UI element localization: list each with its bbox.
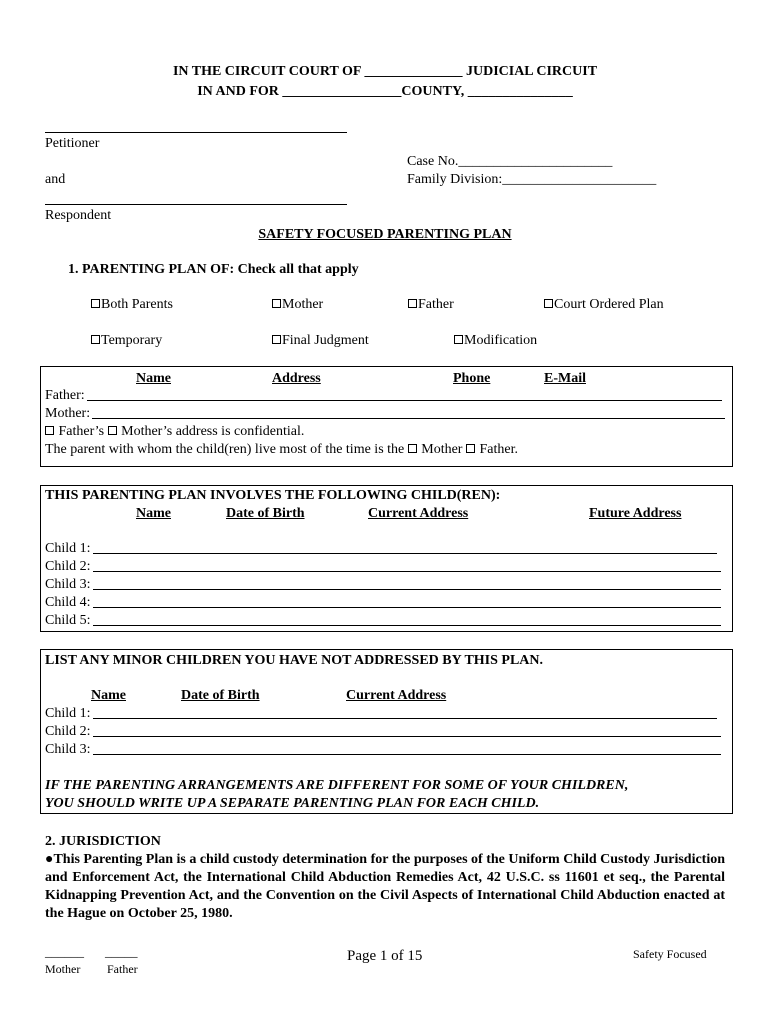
respondent-label: Respondent	[45, 208, 112, 223]
footer-doc-name: Safety Focused	[633, 947, 707, 961]
child-line[interactable]	[93, 607, 721, 608]
checkbox-icon[interactable]	[454, 335, 463, 344]
minor-col-current: Current Address	[346, 688, 447, 703]
document-title: SAFETY FOCUSED PARENTING PLAN	[258, 227, 512, 242]
separate-plan-note-line2: YOU SHOULD WRITE UP A SEPARATE PARENTING PLAN FOR EACH CHILD.	[45, 796, 540, 811]
jurisdiction-paragraph: ●This Parenting Plan is a child custody determination for the purposes of the Uniform Child Custody Jurisdiction and Enforcement Act, the International Child Abduction Remedies Act, 42 U.S.C. ss 11601 et seq., the Parental Kidnapping Prevention Act, and the Convention on the Civil Aspects of International Child Abduction enacted at the Hague on October 25, 1980.	[45, 852, 726, 921]
checkbox-icon[interactable]	[466, 444, 475, 453]
father-line[interactable]	[87, 400, 722, 401]
child-line[interactable]	[93, 625, 721, 626]
mother-line[interactable]	[92, 418, 725, 419]
child-line[interactable]	[93, 718, 717, 719]
children-heading: THIS PARENTING PLAN INVOLVES THE FOLLOWING CHILD(REN):	[45, 488, 501, 503]
child-row: Child 2:	[45, 559, 721, 575]
court-header-line2: IN AND FOR _________________COUNTY, _______________	[197, 84, 573, 99]
option-final-judgment[interactable]: Final Judgment	[272, 333, 369, 349]
col-phone: Phone	[453, 371, 491, 386]
section1-heading: 1. PARENTING PLAN OF: Check all that apply	[68, 262, 359, 277]
separate-plan-note-line1: IF THE PARENTING ARRANGEMENTS ARE DIFFERENT FOR SOME OF YOUR CHILDREN,	[45, 778, 629, 793]
father-initials-label: Father	[107, 962, 138, 976]
option-father[interactable]: Father	[408, 297, 454, 313]
children-col-current: Current Address	[368, 506, 469, 521]
child-row: Child 1:	[45, 541, 717, 557]
section2-heading: 2. JURISDICTION	[45, 834, 161, 849]
page-number: Page 1 of 15	[347, 948, 423, 964]
option-court-ordered[interactable]: Court Ordered Plan	[544, 297, 664, 313]
father-row	[45, 388, 722, 404]
checkbox-icon[interactable]	[408, 444, 417, 453]
bullet-icon: ●	[45, 852, 54, 867]
col-name: Name	[136, 371, 171, 386]
father-label: Father:	[45, 388, 85, 403]
child-row: Child 4:	[45, 595, 721, 611]
mother-row	[45, 406, 725, 422]
mother-label: Mother:	[45, 406, 91, 421]
minor-heading: LIST ANY MINOR CHILDREN YOU HAVE NOT ADDRESSED BY THIS PLAN.	[45, 653, 544, 668]
family-division: Family Division:______________________	[407, 172, 657, 187]
children-col-name: Name	[136, 506, 171, 521]
option-mother[interactable]: Mother	[272, 297, 323, 313]
checkbox-icon[interactable]	[408, 299, 417, 308]
checkbox-icon[interactable]	[544, 299, 553, 308]
col-address: Address	[272, 371, 321, 386]
child-line[interactable]	[93, 736, 721, 737]
petitioner-line[interactable]	[45, 132, 347, 133]
minor-col-dob: Date of Birth	[181, 688, 260, 703]
checkbox-icon[interactable]	[108, 426, 117, 435]
minor-col-name: Name	[91, 688, 126, 703]
child-line[interactable]	[93, 589, 721, 590]
confidential-row: Father’s Mother’s address is confidential.	[45, 424, 304, 440]
minor-child-row: Child 1:	[45, 706, 717, 722]
option-modification[interactable]: Modification	[454, 333, 537, 349]
child-line[interactable]	[93, 553, 717, 554]
children-col-dob: Date of Birth	[226, 506, 305, 521]
father-initials-blank[interactable]: _____	[105, 944, 138, 959]
checkbox-icon[interactable]	[45, 426, 54, 435]
checkbox-icon[interactable]	[272, 335, 281, 344]
and-label: and	[45, 172, 66, 187]
checkbox-icon[interactable]	[272, 299, 281, 308]
child-line[interactable]	[93, 754, 721, 755]
court-header-line1: IN THE CIRCUIT COURT OF ______________ JUDICIAL CIRCUIT	[172, 64, 598, 79]
child-line[interactable]	[93, 571, 721, 572]
checkbox-icon[interactable]	[91, 335, 100, 344]
child-row: Child 5:	[45, 613, 721, 629]
minor-child-row: Child 3:	[45, 742, 721, 758]
residence-row: The parent with whom the child(ren) live most of the time is the Mother Father.	[45, 442, 518, 457]
petitioner-label: Petitioner	[45, 136, 100, 151]
children-col-future: Future Address	[589, 506, 682, 521]
option-temporary[interactable]: Temporary	[91, 333, 162, 349]
checkbox-icon[interactable]	[91, 299, 100, 308]
mother-initials-blank[interactable]: ______	[45, 944, 84, 959]
col-email: E-Mail	[544, 371, 586, 386]
child-row: Child 3:	[45, 577, 721, 593]
minor-child-row: Child 2:	[45, 724, 721, 740]
respondent-line[interactable]	[45, 204, 347, 205]
option-both-parents[interactable]: Both Parents	[91, 297, 173, 313]
mother-initials-label: Mother	[45, 962, 81, 976]
case-number: Case No.______________________	[407, 154, 613, 169]
